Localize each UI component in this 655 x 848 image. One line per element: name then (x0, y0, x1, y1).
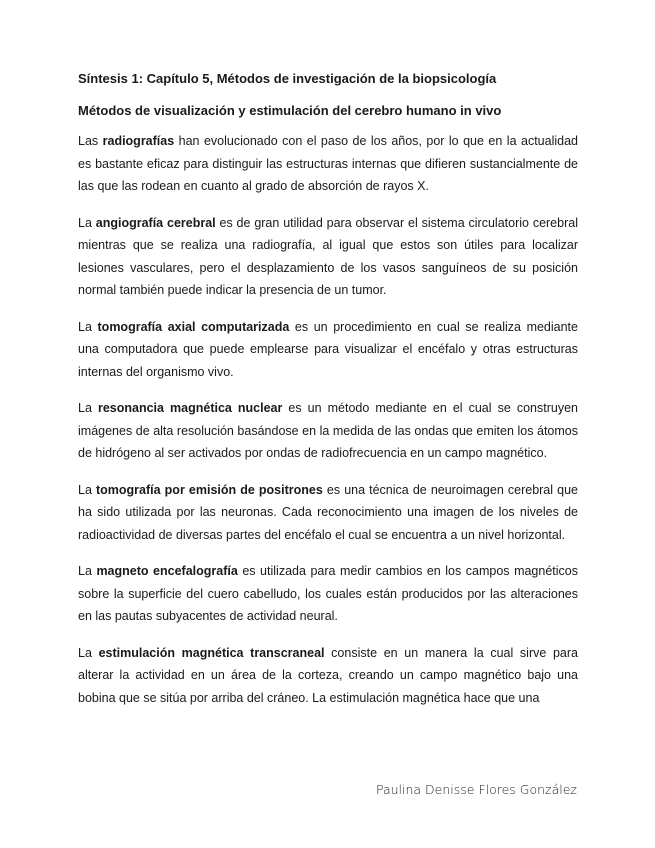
document-title: Síntesis 1: Capítulo 5, Métodos de investigación de la biopsicología (78, 71, 497, 86)
paragraph-pet (78, 479, 578, 547)
term-tomografia-axial: tomografía axial computarizada (97, 319, 290, 334)
paragraph-text: han evolucionado con el paso de los años, por lo que en la actualidad es bastante eficaz para distinguir las estructuras internas que difieren sustancialmente de las que las rodean en cuanto al grado de absorción de rayos X. (78, 134, 578, 193)
term-tomografia-positrones: tomografía por emisión de positrones (96, 482, 323, 497)
paragraph-text: consiste en un manera la cual sirve para alterar la actividad en un área de la corteza, creando un campo magnético bajo una bobina que se sitúa por arriba del cráneo. La estimulación magnética hace que una (78, 645, 578, 705)
paragraph-text: es un procedimiento en cual se realiza mediante una computadora que puede emplearse para visualizar el encéfalo y otras estructuras internas del organismo vivo. (78, 319, 578, 379)
term-magneto-encefalografia: magneto encefalografía (96, 564, 238, 578)
document-body (78, 70, 578, 723)
paragraph-estimulacion (78, 642, 578, 710)
term-angiografia-cerebral: angiografía cerebral (95, 215, 216, 230)
paragraph-text: es un método mediante en el cual se construyen imágenes de alta resolución basándose en la medida de las ondas que emiten los átomos de hidrógeno al ser activados por ondas de radiofrecuencia en un campo magnético. (78, 401, 578, 460)
term-radiografias: radiografías (102, 134, 175, 148)
paragraph-lead: La (78, 319, 98, 334)
paragraph-tomografia-axial (78, 316, 578, 384)
paragraph-text: es una técnica de neuroimagen cerebral que ha sido utilizada por las neuronas. Cada reconocimiento una imagen de los niveles de radioactividad de diversas partes del encéfalo el cual se encuentra a un nivel horizontal. (78, 482, 578, 542)
footer-author: Paulina Denisse Flores González (375, 782, 577, 797)
paragraph-lead: Las (78, 134, 103, 148)
paragraph-lead: La (78, 215, 96, 230)
paragraph-resonancia (78, 397, 578, 465)
paragraph-lead: La (78, 645, 99, 660)
paragraph-radiografias (78, 130, 578, 198)
paragraph-text: es de gran utilidad para observar el sistema circulatorio cerebral mientras que se realiza una radiografía, al igual que estos son útiles para localizar lesiones vasculares, pero el desplazamiento de los vasos sanguíneos de su posición normal también puede indicar la presencia de un tumor. (78, 215, 578, 297)
term-estimulacion-transcraneal: estimulación magnética transcraneal (98, 645, 325, 660)
paragraph-angiografia (78, 212, 578, 302)
section-subtitle: Métodos de visualización y estimulación del cerebro humano in vivo (78, 103, 502, 118)
paragraph-magnetoencefalografia (78, 560, 578, 628)
term-resonancia-magnetica: resonancia magnética nuclear (97, 401, 283, 415)
paragraph-lead: La (78, 482, 96, 497)
paragraph-lead: La (78, 401, 98, 415)
paragraph-lead: La (78, 564, 97, 578)
paragraph-text: es utilizada para medir cambios en los campos magnéticos sobre la superficie del cuero cabelludo, los cuales están producidos por las alteraciones en las pautas subyacentes de actividad neural. (78, 564, 578, 623)
